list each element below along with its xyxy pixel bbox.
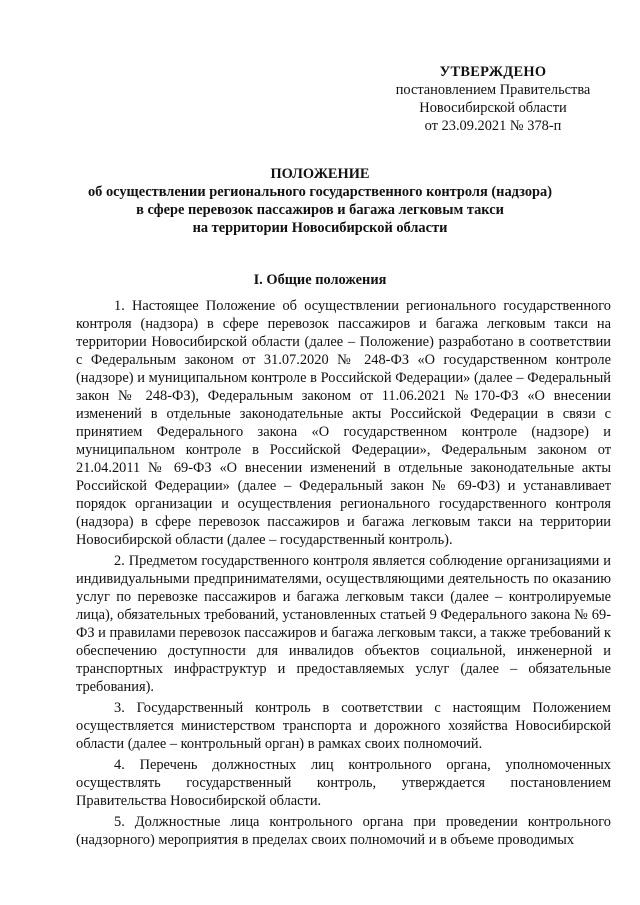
title-line-2: об осуществлении регионального государственного контроля (надзора) xyxy=(87,184,553,200)
approval-stamp xyxy=(380,63,606,135)
title-line-4: на территории Новосибирской области xyxy=(192,220,448,236)
paragraph-1: 1. Настоящее Положение об осуществлении регионального государственного контроля (надзора) в сфере перевозок пассажиров и багажа легковым такси на территории Новосибирской области (далее – Положение) разработано в соответствии с Федеральным законом от 31.07.2020 № 248-ФЗ «О государственном контроле (надзоре) и муниципальном контроле в Российской Федерации» (далее – Федеральный закон № 248-ФЗ), Федеральным законом от 11.06.2021 №170-ФЗ «О внесении изменений в отдельные законодательные акты Российской Федерации в связи с принятием Федерального закона «О государственном контроле (надзоре) и муниципальном контроле в Российской Федерации», Федеральным законом от 21.04.2011 № 69-ФЗ «О внесении изменений в отдельные законодательные акты Российской Федерации» (далее – Федеральный закон № 69-ФЗ) и устанавливает порядок организации и осуществления регионального государственного контроля (надзора) в сфере перевозок пассажиров и багажа легковым такси на территории Новосибирской области (далее – государственный контроль). xyxy=(76,298,611,548)
approval-line-3: от 23.09.2021 № 378-п xyxy=(424,118,562,134)
paragraph-4: 4. Перечень должностных лиц контрольного органа, уполномоченных осуществлять государственный контроль, утверждается постановлением Правительства Новосибирской области. xyxy=(76,757,611,809)
approval-line-2: Новосибирской области xyxy=(419,100,567,116)
title-line-1: ПОЛОЖЕНИЕ xyxy=(270,166,370,182)
paragraph-3: 3. Государственный контроль в соответствии с настоящим Положением осуществляется министерством транспорта и дорожного хозяйства Новосибирской области (далее – контрольный орган) в рамках своих полномочий. xyxy=(76,700,611,752)
approval-heading: УТВЕРЖДЕНО xyxy=(439,64,547,80)
paragraph-2: 2. Предметом государственного контроля является соблюдение организациями и индивидуальными предпринимателями, осуществляющими деятельность по оказанию услуг по перевозке пассажиров и багажа легковым такси (далее – контролируемые лица), обязательных требований, установленных статьей 9 Федерального закона № 69-ФЗ и правилами перевозок пассажиров и багажа легковым такси, а также требований к обеспечению доступности для инвалидов объектов социальной, инженерной и транспортных инфраструктур и предоставляемых услуг (далее – обязательные требования). xyxy=(76,553,611,695)
section-heading: I. Общие положения xyxy=(253,272,387,288)
document-title xyxy=(60,165,580,237)
approval-line-1: постановлением Правительства xyxy=(395,82,591,98)
title-line-3: в сфере перевозок пассажиров и багажа легковым такси xyxy=(136,202,504,218)
paragraph-5: 5. Должностные лица контрольного органа при проведении контрольного (надзорного) мероприятия в пределах своих полномочий и в объеме проводимых xyxy=(76,814,611,848)
document-body xyxy=(76,297,611,852)
